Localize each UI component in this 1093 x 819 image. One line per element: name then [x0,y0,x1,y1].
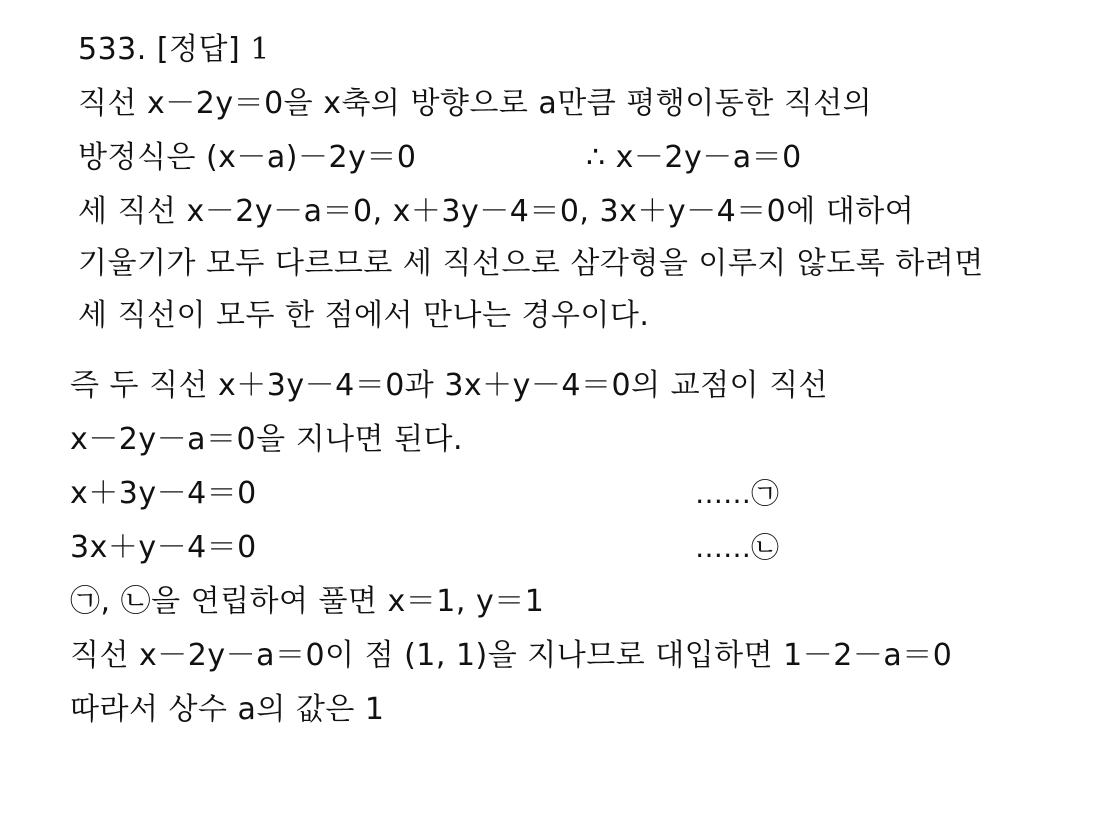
equation-1-tag: ……㉠ [695,477,780,510]
solution-line-2: 방정식은 (x－a)－2y＝0 [78,140,417,175]
problem-header [78,30,270,70]
problem-number: 533. [78,32,147,67]
solution-line-8: ㉠, ㉡을 연립하여 풀면 x＝1, y＝1 [70,584,545,619]
solution-line-4: 기울기가 모두 다르므로 세 직선으로 삼각형을 이루지 않도록 하려면 [78,246,984,281]
solution-line-6: 즉 두 직선 x＋3y－4＝0과 3x＋y－4＝0의 교점이 직선 [70,368,829,403]
solution-line-5: 세 직선이 모두 한 점에서 만나는 경우이다. [78,298,650,333]
solution-line-7: x－2y－a＝0을 지나면 된다. [70,422,464,457]
solution-line-1: 직선 x－2y＝0을 x축의 방향으로 a만큼 평행이동한 직선의 [78,86,873,121]
answer-value: 1 [250,32,270,67]
equation-1: x＋3y－4＝0 [70,476,257,511]
solution-line-2-therefore: ∴ x－2y－a＝0 [586,140,802,175]
answer-label: [정답] [156,32,241,67]
solution-line-10: 따라서 상수 a의 값은 1 [70,692,385,727]
solution-line-9: 직선 x－2y－a＝0이 점 (1, 1)을 지나므로 대입하면 1－2－a＝0 [70,638,953,673]
equation-2-tag: ……㉡ [695,531,780,564]
equation-2: 3x＋y－4＝0 [70,530,257,565]
solution-line-3: 세 직선 x－2y－a＝0, x＋3y－4＝0, 3x＋y－4＝0에 대하여 [78,194,915,229]
